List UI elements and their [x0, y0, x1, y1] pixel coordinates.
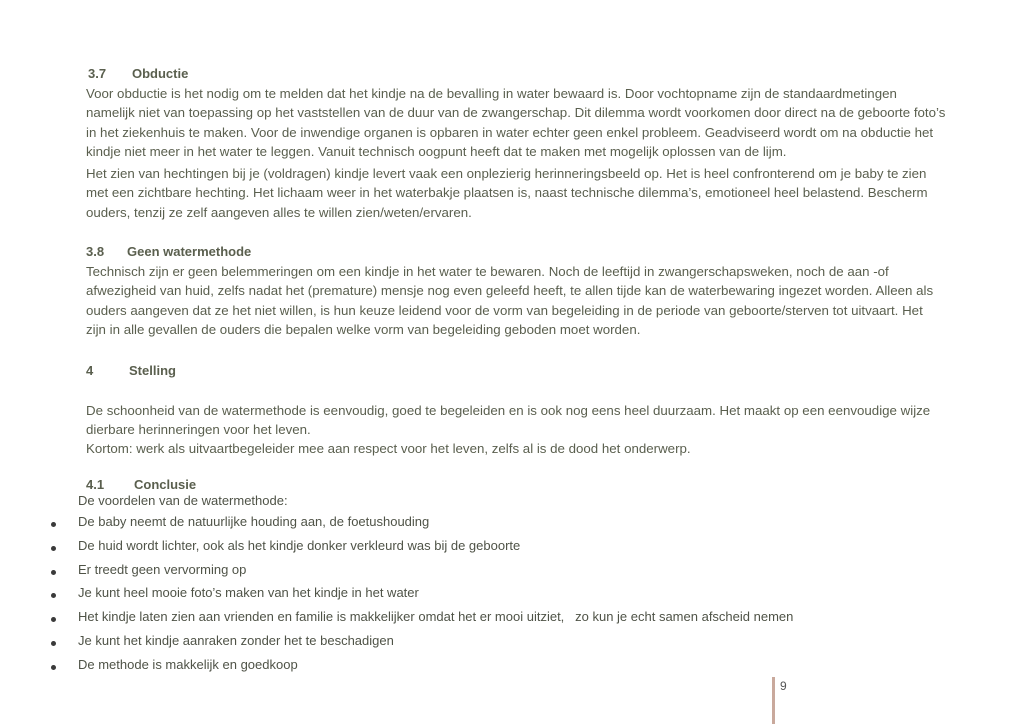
section-title: Geen watermethode [127, 244, 252, 259]
list-item [0, 633, 900, 653]
paragraph: Het zien van hechtingen bij je (voldragen) kindje levert vaak een onplezierig herinneringsbeeld op. Het is heel confronterend om je baby te zien met een zichtbare hechting. Het lichaam weer in het waterbakje plaatsen is, naast technische dilemma’s, emotioneel heel belastend. Bescherm ouders, tenzij ze zelf aangeven alles te willen zien/weten/ervaren. [86, 166, 928, 220]
list-item [0, 562, 900, 582]
list-intro: De voordelen van de watermethode: [78, 493, 288, 508]
list-item-text: Je kunt heel mooie foto’s maken van het kindje in het water [78, 585, 419, 600]
list-item [0, 657, 900, 677]
section-heading-3-7 [88, 66, 188, 81]
section-title: Conclusie [134, 477, 197, 492]
section-number: 4 [86, 363, 94, 378]
paragraph: Voor obductie is het nodig om te melden dat het kindje na de bevalling in water bewaard is. Door vochtopname zijn de standaardmetingen namelijk niet van toepassing op het vaststellen van de duur van de zwangerschap. Dit dilemma wordt voorkomen door direct na de geboorte foto’s in het ziekenhuis te maken. Voor de inwendige organen is opbaren in water echter geen enkel probleem. Geadviseerd wordt om na obductie het kindje niet meer in het water te leggen. Vanuit technisch oogpunt heeft dat te maken met mogelijk oplossen van de lijm. [86, 86, 946, 160]
section-number: 3.8 [86, 244, 105, 259]
list-item [0, 514, 900, 534]
list-item-text: De huid wordt lichter, ook als het kindje donker verkleurd was bij de geboorte [78, 538, 521, 553]
list-item [0, 609, 900, 629]
page-number-bar [772, 677, 775, 724]
section-heading-4 [86, 363, 176, 378]
bullet-icon [51, 641, 56, 646]
list-item [0, 585, 900, 605]
bullet-icon [51, 522, 56, 527]
bullet-icon [51, 665, 56, 670]
section-number: 3.7 [88, 66, 107, 81]
bullet-icon [51, 570, 56, 575]
paragraph: Kortom: werk als uitvaartbegeleider mee aan respect voor het leven, zelfs al is de dood het onderwerp. [86, 441, 691, 456]
bullet-icon [51, 593, 56, 598]
paragraph: Technisch zijn er geen belemmeringen om een kindje in het water te bewaren. Noch de leeftijd in zwangerschapsweken, noch de aan -of afwezigheid van huid, zelfs nadat het (premature) mensje nog even geleefd heeft, te allen tijde kan de waterbewaring ingezet worden. Alleen als ouders aangeven dat ze het niet willen, is hun keuze leidend voor de vorm van begeleiding in de periode van geboorte/sterven tot uitvaart. Het zijn in alle gevallen de ouders die bepalen welke vorm van begeleiding geboden moet worden. [86, 264, 934, 338]
list-item-text: De baby neemt de natuurlijke houding aan, de foetushouding [78, 514, 430, 529]
section-number: 4.1 [86, 477, 105, 492]
paragraph: De schoonheid van de watermethode is eenvoudig, goed te begeleiden en is ook nog eens heel duurzaam. Het maakt op een eenvoudige wijze dierbare herinneringen voor het leven. [86, 403, 931, 438]
list-item-text: De methode is makkelijk en goedkoop [78, 657, 298, 672]
list-item-text: Er treedt geen vervorming op [78, 562, 247, 577]
section-title: Obductie [132, 66, 189, 81]
bullet-icon [51, 546, 56, 551]
page-number: 9 [780, 679, 787, 693]
list-item-text: Je kunt het kindje aanraken zonder het te beschadigen [78, 633, 394, 648]
list-item-text: Het kindje laten zien aan vrienden en familie is makkelijker omdat het er mooi uitziet, zo kun je echt samen afscheid nemen [78, 609, 794, 624]
section-title: Stelling [129, 363, 176, 378]
list-item [0, 538, 900, 558]
section-heading-3-8 [86, 244, 251, 259]
section-heading-4-1 [86, 477, 196, 492]
bullet-icon [51, 617, 56, 622]
